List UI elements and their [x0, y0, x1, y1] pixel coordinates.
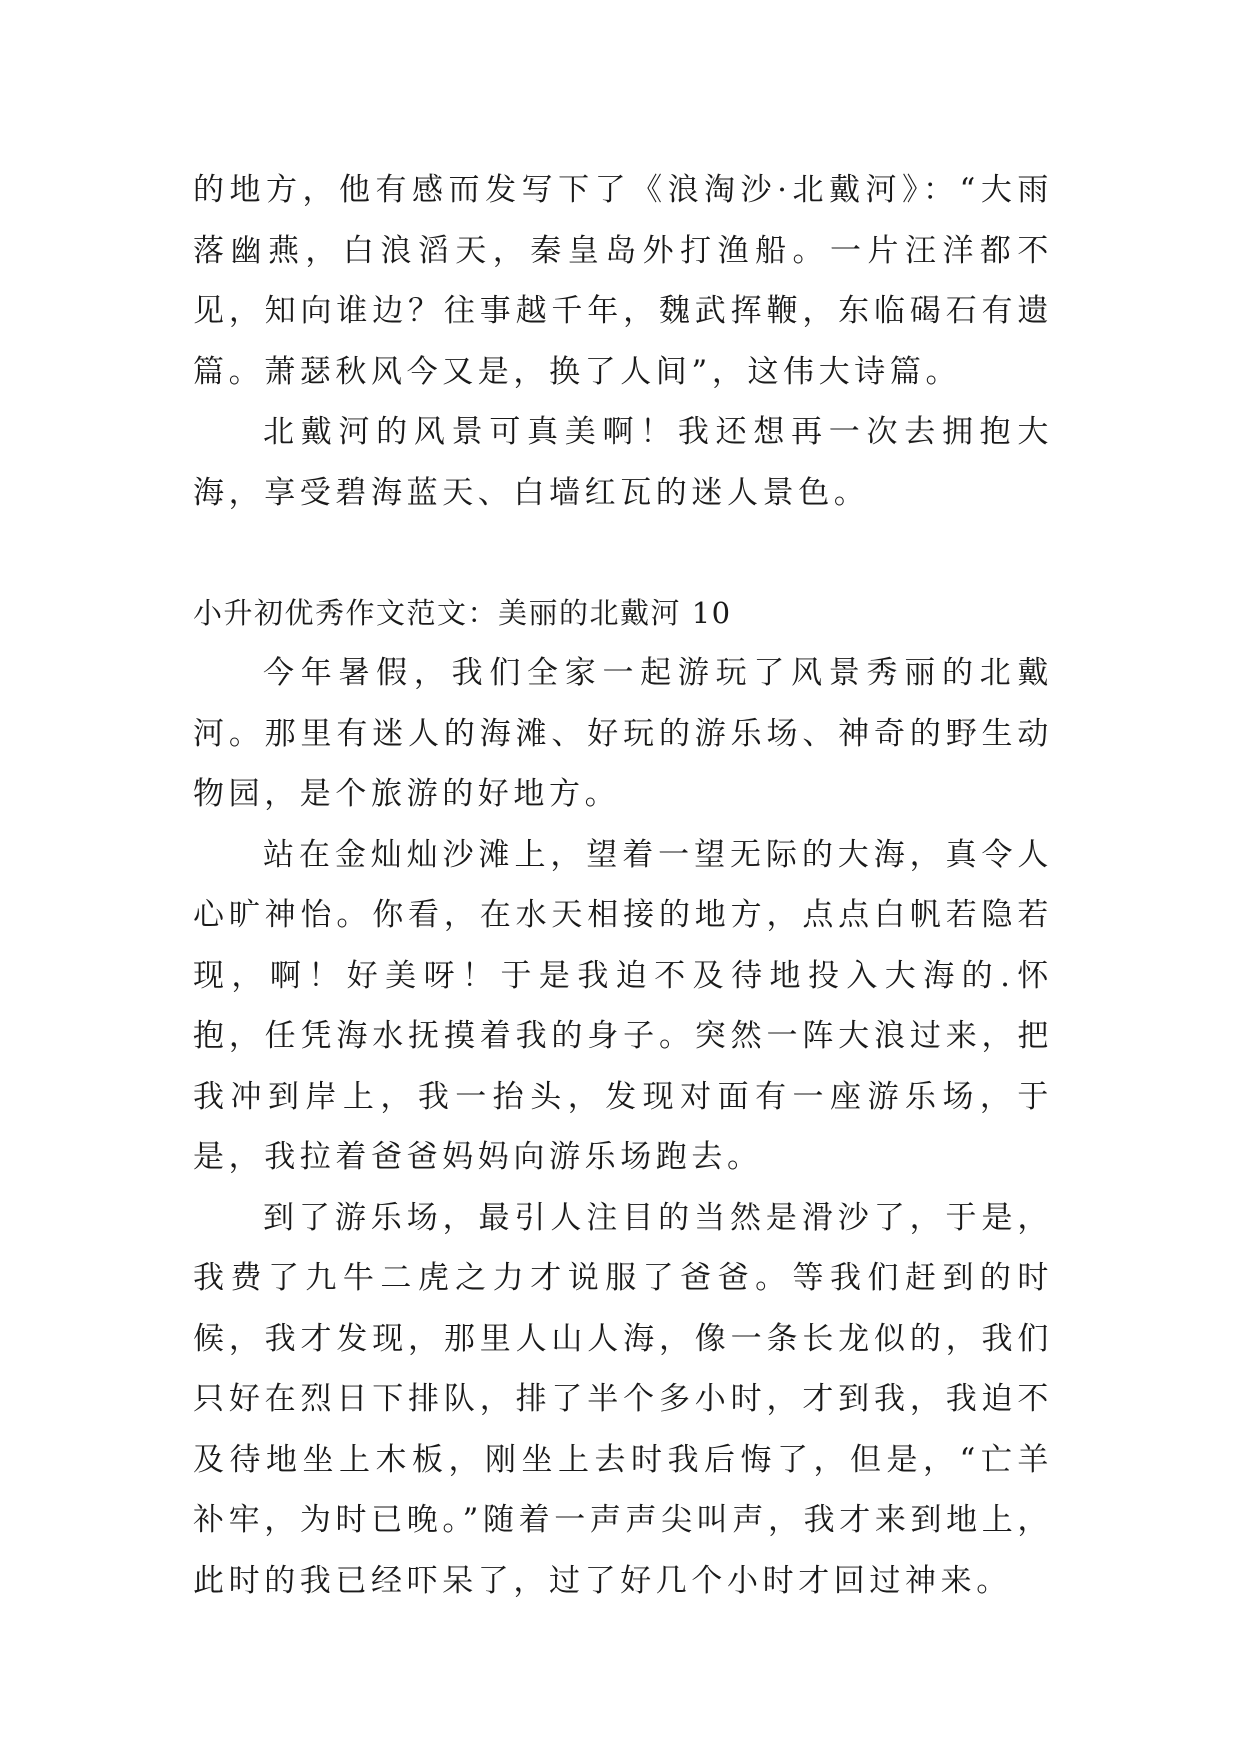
closing-paragraph: 北戴河的风景可真美啊！我还想再一次去拥抱大海，享受碧海蓝天、白墙红瓦的迷人景色。: [193, 414, 1053, 511]
essay-paragraph-2: 站在金灿灿沙滩上，望着一望无际的大海，真令人心旷神怡。你看，在水天相接的地方，点点白帆若隐若现，啊！好美呀！于是我迫不及待地投入大海的.怀抱，任凭海水抚摸着我的身子。突然一阵大浪过来，把我冲到岸上，我一抬头，发现对面有一座游乐场，于是，我拉着爸爸妈妈向游乐场跑去。: [193, 836, 1053, 1175]
essay-title: 小升初优秀作文范文：美丽的北戴河 10: [193, 596, 732, 630]
continuation-paragraph: 的地方，他有感而发写下了《浪淘沙·北戴河》：“大雨落幽燕，白浪滔天，秦皇岛外打渔船。一片汪洋都不见，知向谁边？往事越千年，魏武挥鞭，东临碣石有遗篇。萧瑟秋风今又是，换了人间”，这伟大诗篇。: [193, 172, 1053, 390]
section-gap: [193, 523, 1053, 583]
document-body: [193, 160, 1053, 1611]
essay-paragraph-3: 到了游乐场，最引人注目的当然是滑沙了，于是，我费了九牛二虎之力才说服了爸爸。等我们赶到的时候，我才发现，那里人山人海，像一条长龙似的，我们只好在烈日下排队，排了半个多小时，才到我，我迫不及待地坐上木板，刚坐上去时我后悔了，但是，“亡羊补牢，为时已晚。”随着一声声尖叫声，我才来到地上，此时的我已经吓呆了，过了好几个小时才回过神来。: [193, 1199, 1053, 1599]
essay-paragraph-1: 今年暑假，我们全家一起游玩了风景秀丽的北戴河。那里有迷人的海滩、好玩的游乐场、神奇的野生动物园，是个旅游的好地方。: [193, 655, 1053, 812]
